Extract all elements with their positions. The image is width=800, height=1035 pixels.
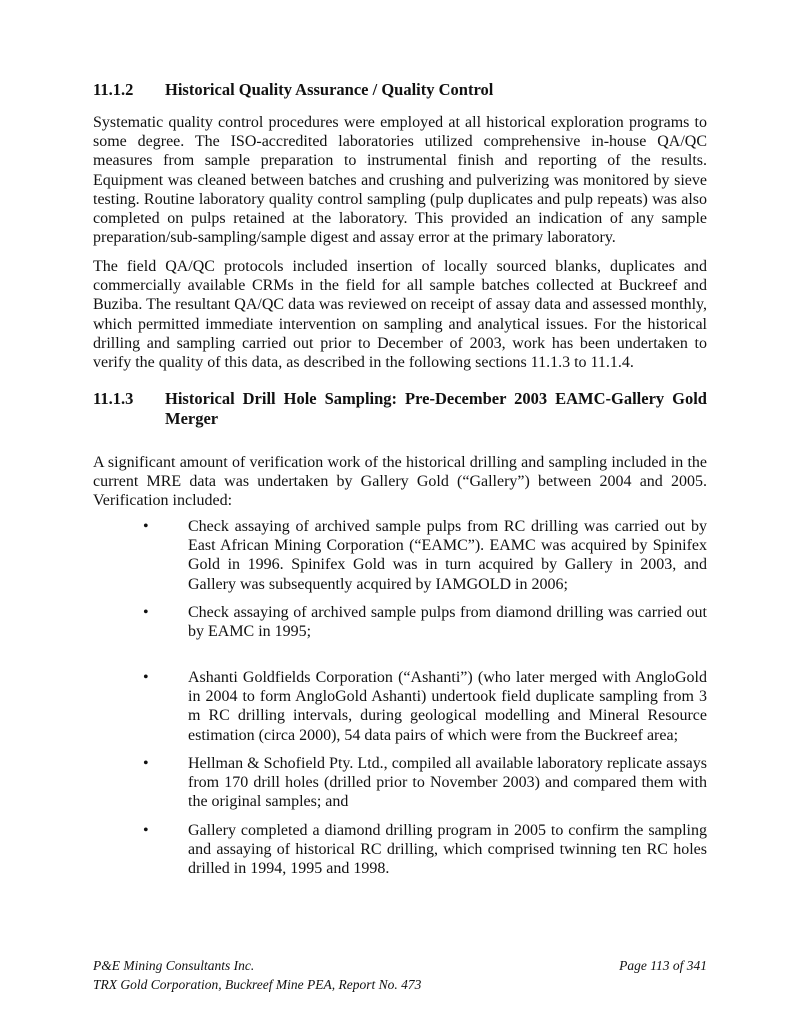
bullet-icon: • — [143, 518, 149, 535]
footer-company: P&E Mining Consultants Inc. — [93, 958, 255, 973]
bullet-text: Check assaying of archived sample pulps from RC drilling was carried out by East African Mining Corporation (“EAMC”). EAMC was acquired by Spinifex Gold in 1996. Spinifex Gold was in turn acquired by Gallery in 2003, and Gallery was subsequently acquired by IAMGOLD in 2006; — [188, 518, 707, 593]
bullet-text: Hellman & Schofield Pty. Ltd., compiled all available laboratory replicate assays from 170 drill holes (drilled prior to November 2003) and compared them with the original samples; and — [188, 755, 707, 811]
section-number: 11.1.2 — [93, 80, 134, 99]
bullet-item — [143, 821, 707, 879]
footer-report: TRX Gold Corporation, Buckreef Mine PEA, Report No. 473 — [93, 977, 422, 992]
bullet-icon: • — [143, 822, 149, 839]
bullet-item — [143, 603, 707, 641]
bullet-item — [143, 517, 707, 594]
section-title: Historical Quality Assurance / Quality Control — [165, 80, 494, 99]
section-heading-11-1-2 — [93, 80, 707, 100]
bullet-text: Gallery completed a diamond drilling program in 2005 to confirm the sampling and assaying of historical RC drilling, which comprised twinning ten RC holes drilled in 1994, 1995 and 1998. — [188, 822, 707, 878]
bullet-item — [143, 754, 707, 812]
bullet-icon: • — [143, 755, 149, 772]
bullet-text: Ashanti Goldfields Corporation (“Ashanti”) (who later merged with AngloGold in 2004 to form AngloGold Ashanti) undertook field duplicate sampling from 3 m RC drilling intervals, during geological modelling and Mineral Resource estimation (circa 2000), 54 data pairs of which were from the Buckreef area; — [188, 669, 707, 744]
bullet-icon: • — [143, 604, 149, 621]
bullet-text: Check assaying of archived sample pulps from diamond drilling was carried out by EAMC in 1995; — [188, 604, 707, 641]
footer-page-number: Page 113 of 341 — [619, 958, 707, 973]
bullet-item — [143, 668, 707, 745]
paragraph-qaqc-procedures: Systematic quality control procedures were employed at all historical exploration programs to some degree. The ISO-accredited laboratories utilized comprehensive in-house QA/QC measures from sample preparation to instrumental finish and reporting of the results. Equipment was cleaned between batches and crushing and pulverizing was monitored by sieve testing. Routine laboratory quality control sampling (pulp duplicates and pulp repeats) was also completed on pulps retained at the laboratory. This provided an indication of any sample preparation/sub-sampling/sample digest and assay error at the primary laboratory. — [93, 114, 707, 247]
paragraph-field-qaqc: The field QA/QC protocols included insertion of locally sourced blanks, duplicates and commercially available CRMs in the field for all sample batches collected at Buckreef and Buziba. The resultant QA/QC data was reviewed on receipt of assay data and assessed monthly, which permitted immediate intervention on sampling and analytical issues. For the historical drilling and sampling carried out prior to December of 2003, work has been undertaken to verify the quality of this data, as described in the following sections 11.1.3 to 11.1.4. — [93, 258, 707, 372]
section-title: Historical Drill Hole Sampling: Pre-December 2003 EAMC-Gallery Gold Merger — [165, 389, 707, 428]
bullet-icon: • — [143, 669, 149, 686]
paragraph-verification-intro: A significant amount of verification work of the historical drilling and sampling included in the current MRE data was undertaken by Gallery Gold (“Gallery”) between 2004 and 2005. Verification included: — [93, 454, 707, 510]
section-number: 11.1.3 — [93, 389, 134, 408]
section-heading-11-1-3 — [93, 389, 707, 429]
